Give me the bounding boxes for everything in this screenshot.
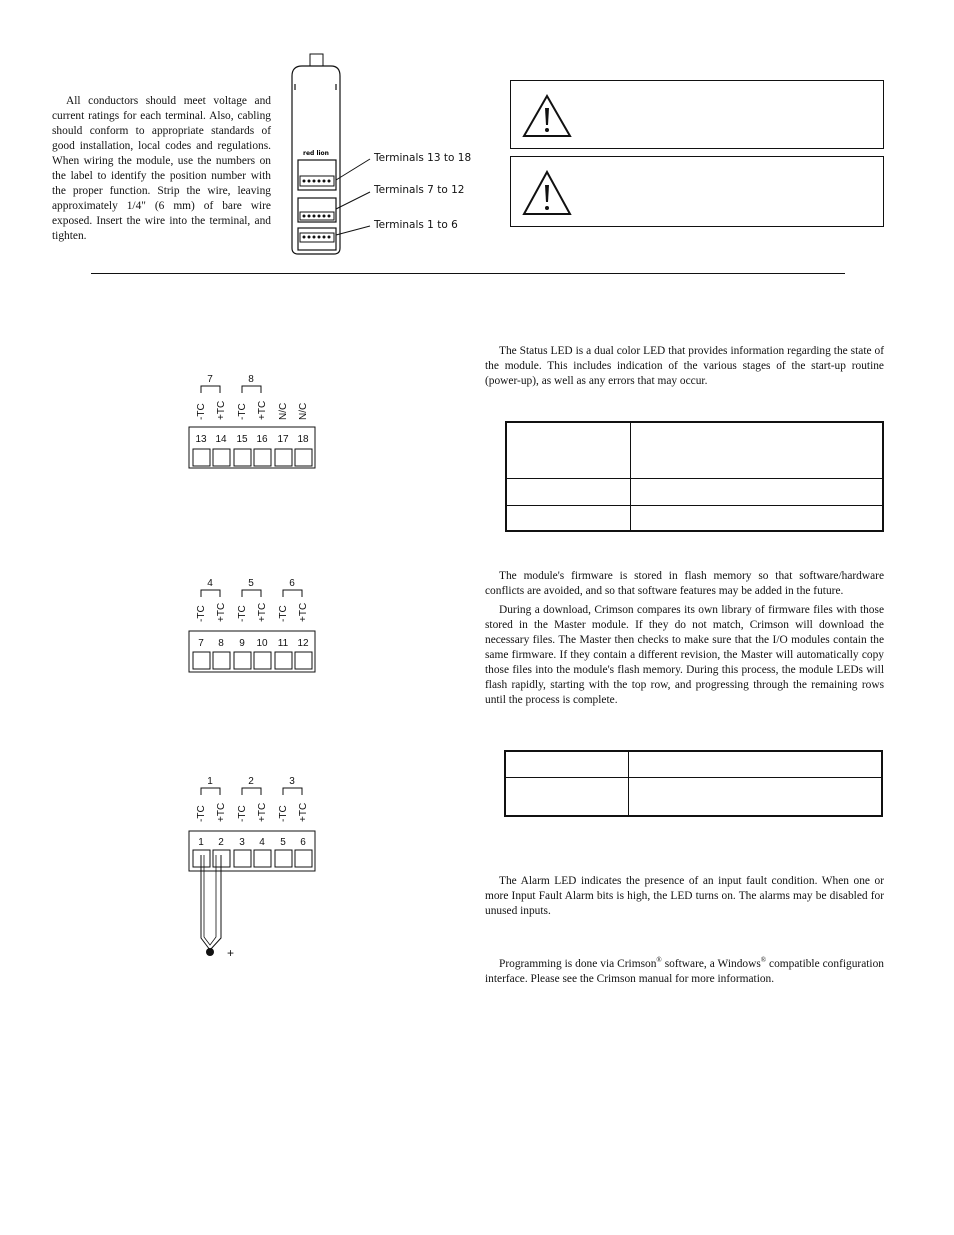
svg-text:7: 7: [207, 374, 213, 385]
status-led-paragraph: The Status LED is a dual color LED that provides information regarding the state of the module. This includes indication of the various stages of the start-up routine (power-up), as well as any errors that may occur.: [485, 345, 884, 387]
svg-text:-TC: -TC: [237, 605, 248, 622]
warning-triangle-icon: [521, 169, 573, 217]
connector-middle: [298, 198, 336, 222]
svg-text:11: 11: [277, 638, 289, 649]
terminal-diagrams: [180, 360, 330, 980]
svg-text:2: 2: [218, 837, 224, 848]
label-terminals-13-18: Terminals 13 to 18: [374, 152, 472, 164]
connector-bottom: [298, 228, 336, 250]
svg-text:4: 4: [207, 578, 213, 589]
svg-text:2: 2: [248, 776, 254, 787]
svg-text:9: 9: [239, 638, 245, 649]
status-led-table: [505, 421, 884, 532]
svg-text:8: 8: [248, 374, 254, 385]
wiring-paragraph: All conductors should meet voltage and current ratings for each terminal. Also, cabling should conform to appropriate standards of good installation, local codes and regulations. When wiring the module, use the numbers on the label to identify the position number with the proper function. Strip the wire, leaving approximately 1/4" (6 mm) of bare wire exposed. Insert the wire into the terminal, and tighten.: [52, 95, 271, 242]
svg-text:+TC: +TC: [257, 400, 268, 420]
svg-text:+: +: [227, 946, 235, 960]
svg-text:4: 4: [259, 837, 265, 848]
svg-text:6: 6: [289, 578, 295, 589]
firmware-table: [504, 750, 883, 817]
svg-text:3: 3: [239, 837, 245, 848]
svg-text:+TC: +TC: [257, 602, 268, 622]
label-terminals-7-12: Terminals 7 to 12: [374, 184, 465, 196]
svg-text:1: 1: [207, 776, 213, 787]
svg-text:8: 8: [218, 638, 224, 649]
terminal-block-7-12: [189, 578, 315, 672]
svg-text:+TC: +TC: [216, 602, 227, 622]
table-row: [507, 478, 882, 506]
svg-text:N/C: N/C: [298, 402, 309, 420]
label-terminals-1-6: Terminals 1 to 6: [374, 219, 458, 231]
svg-text:17: 17: [277, 434, 289, 445]
svg-text:-TC: -TC: [237, 403, 248, 420]
connector-top: [298, 160, 336, 190]
svg-text:5: 5: [280, 837, 286, 848]
module-logo: red lion: [303, 150, 329, 157]
warning-box-2: [510, 156, 884, 227]
terminal-block-1-6: [189, 776, 315, 960]
svg-text:12: 12: [297, 638, 309, 649]
table-row: [506, 777, 881, 818]
svg-text:14: 14: [215, 434, 227, 445]
warning-triangle-icon: [521, 93, 573, 139]
svg-text:+TC: +TC: [298, 802, 309, 822]
svg-text:+TC: +TC: [216, 802, 227, 822]
svg-text:+TC: +TC: [257, 802, 268, 822]
warning-box-1: [510, 80, 884, 149]
programming-paragraph: Programming is done via Crimson® software, a Windows® compatible configuration interface. Please see the Crimson manual for more information.: [485, 956, 884, 985]
svg-text:-TC: -TC: [196, 605, 207, 622]
alarm-led-paragraph: The Alarm LED indicates the presence of an input fault condition. When one or more Input Fault Alarm bits is high, the LED turns on. The alarms may be disabled for unused inputs.: [485, 875, 884, 917]
svg-text:-TC: -TC: [196, 805, 207, 822]
svg-text:6: 6: [300, 837, 306, 848]
svg-text:+TC: +TC: [216, 400, 227, 420]
svg-text:-TC: -TC: [278, 805, 289, 822]
thermocouple-junction-icon: [206, 948, 214, 956]
table-row: [506, 752, 881, 777]
svg-text:-TC: -TC: [237, 805, 248, 822]
svg-text:-TC: -TC: [196, 403, 207, 420]
svg-text:7: 7: [198, 638, 204, 649]
svg-text:13: 13: [195, 434, 207, 445]
svg-text:18: 18: [297, 434, 309, 445]
table-row: [507, 423, 882, 478]
svg-text:5: 5: [248, 578, 254, 589]
svg-text:10: 10: [256, 638, 268, 649]
table-row: [507, 505, 882, 533]
section-divider: [91, 273, 845, 274]
svg-text:N/C: N/C: [278, 402, 289, 420]
svg-text:1: 1: [198, 837, 204, 848]
terminal-block-13-18: [189, 374, 315, 468]
svg-text:+TC: +TC: [298, 602, 309, 622]
svg-text:15: 15: [236, 434, 248, 445]
svg-text:-TC: -TC: [278, 605, 289, 622]
svg-text:3: 3: [289, 776, 295, 787]
firmware-paragraphs: The module's firmware is stored in flash memory so that software/hardware conflicts are avoided, and so that software features may be added in the future. During a download, Crimson compares its own library of firmware files with those stored in the Master module. If they do not match, Crimson will download the necessary files. The Master then checks to make sure that the I/O modules contain the same firmware. If they contain a different revision, the Master will automatically copy those files into the module's flash memory. During this process, the module LEDs will flash rapidly, starting with the top row, and progressing through the remaining rows until the process is complete.: [485, 570, 884, 706]
svg-text:16: 16: [256, 434, 268, 445]
